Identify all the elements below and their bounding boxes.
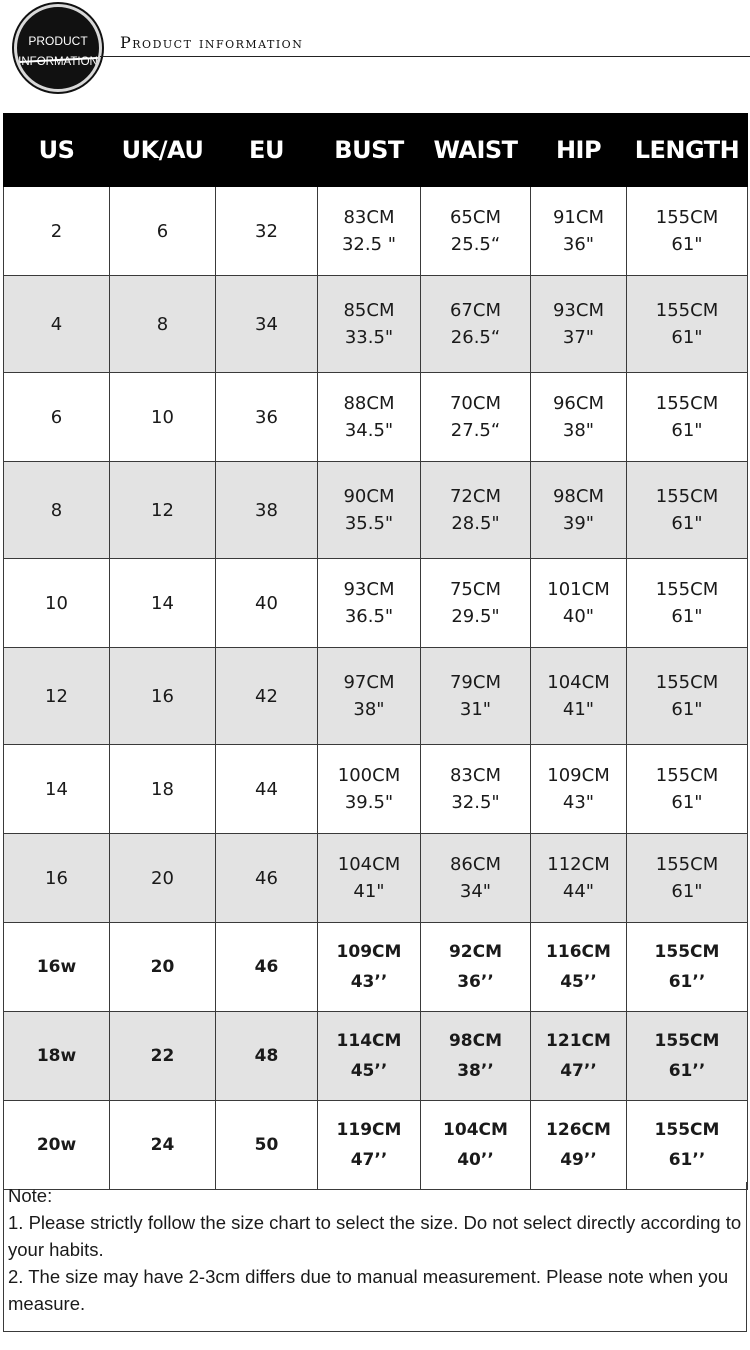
cell-waist: [421, 276, 531, 373]
cell-waist-line: 104CM: [443, 1120, 508, 1140]
cell-hip: [531, 745, 627, 834]
cell-length-line: 155CM: [654, 1120, 720, 1140]
cell-bust: [318, 923, 421, 1012]
cell-bust-line: 33.5": [344, 327, 394, 348]
cell-length-line: 155CM: [655, 765, 719, 786]
cell-hip-line: 39": [562, 513, 595, 534]
cell-waist-line: 72CM: [449, 486, 501, 507]
cell-bust: [318, 745, 421, 834]
cell-waist: [421, 834, 531, 923]
cell-length-line: 61": [671, 513, 703, 534]
header-divider: [100, 56, 750, 57]
cell-hip: [531, 276, 627, 373]
table-row: [4, 462, 748, 559]
cell-ukau: 16: [110, 648, 216, 745]
cell-ukau: 24: [110, 1101, 216, 1190]
cell-length-line: 155CM: [655, 486, 719, 507]
cell-length-line: 155CM: [654, 942, 720, 962]
column-header-length: LENGTH: [627, 114, 748, 187]
cell-waist-line: 92CM: [448, 942, 503, 962]
cell-waist-line: 32.5": [451, 792, 500, 813]
table-row: [4, 187, 748, 276]
cell-length: [627, 648, 748, 745]
cell-waist-line: 86CM: [449, 854, 501, 875]
table-row: [4, 834, 748, 923]
cell-waist-line: 83CM: [449, 765, 501, 786]
cell-length: [627, 187, 748, 276]
table-row: [4, 648, 748, 745]
page-title: Product information: [120, 33, 304, 52]
table-row: [4, 923, 748, 1012]
cell-hip: [531, 648, 627, 745]
cell-eu: 44: [216, 745, 318, 834]
cell-hip-line: 44": [562, 881, 595, 902]
cell-hip: [531, 834, 627, 923]
cell-waist-line: 98CM: [448, 1031, 503, 1051]
cell-bust-line: 85CM: [343, 300, 395, 321]
table-row: [4, 276, 748, 373]
cell-length-line: 61": [671, 234, 703, 255]
cell-length-line: 155CM: [655, 207, 719, 228]
cell-length-line: 155CM: [654, 1031, 720, 1051]
cell-waist: [421, 462, 531, 559]
cell-waist-line: 34": [459, 881, 492, 902]
cell-hip: [531, 559, 627, 648]
badge-line-1: PRODUCT: [28, 34, 88, 48]
cell-ukau: 6: [110, 187, 216, 276]
cell-hip-line: 96CM: [552, 393, 604, 414]
cell-hip-line: 41": [562, 699, 595, 720]
column-header-waist: WAIST: [421, 114, 531, 187]
cell-eu: 48: [216, 1012, 318, 1101]
cell-waist-line: 28.5": [451, 513, 500, 534]
cell-length: [627, 559, 748, 648]
cell-waist: [421, 1012, 531, 1101]
cell-length: [627, 1012, 748, 1101]
table-row: [4, 1012, 748, 1101]
cell-length-line: 61": [671, 606, 703, 627]
cell-waist-line: 40’’: [457, 1150, 494, 1170]
cell-bust-line: 90CM: [343, 486, 395, 507]
cell-length-line: 61’’: [668, 972, 706, 992]
cell-length: [627, 923, 748, 1012]
cell-waist-line: 29.5": [451, 606, 500, 627]
cell-bust: [318, 462, 421, 559]
cell-hip-line: 116CM: [546, 942, 611, 962]
cell-bust: [318, 276, 421, 373]
cell-eu: 38: [216, 462, 318, 559]
table-row: [4, 373, 748, 462]
cell-hip: [531, 1012, 627, 1101]
cell-eu: 32: [216, 187, 318, 276]
cell-length-line: 61": [671, 327, 703, 348]
cell-us: 8: [4, 462, 110, 559]
cell-hip-line: 47’’: [560, 1061, 597, 1081]
cell-length-line: 61’’: [668, 1061, 706, 1081]
note-item: 2. The size may have 2-3cm differs due to manual measurement. Please note when you measure.: [8, 1266, 729, 1314]
cell-eu: 42: [216, 648, 318, 745]
column-header-hip: HIP: [531, 114, 627, 187]
table-row: [4, 745, 748, 834]
cell-ukau: 22: [110, 1012, 216, 1101]
cell-bust-line: 104CM: [337, 854, 401, 875]
cell-hip: [531, 1101, 627, 1190]
cell-bust-line: 47’’: [350, 1150, 388, 1170]
size-note: [3, 1182, 747, 1332]
cell-length-line: 61": [671, 699, 703, 720]
cell-length: [627, 834, 748, 923]
cell-waist: [421, 648, 531, 745]
cell-length-line: 61": [671, 792, 703, 813]
cell-eu: 46: [216, 923, 318, 1012]
cell-length: [627, 462, 748, 559]
cell-hip-line: 43": [562, 792, 595, 813]
cell-hip-line: 112CM: [547, 854, 610, 875]
cell-eu: 36: [216, 373, 318, 462]
cell-hip: [531, 187, 627, 276]
cell-waist: [421, 559, 531, 648]
cell-eu: 40: [216, 559, 318, 648]
cell-ukau: 8: [110, 276, 216, 373]
cell-hip-line: 98CM: [552, 486, 604, 507]
column-header-us: US: [4, 114, 110, 187]
cell-length-line: 155CM: [655, 854, 719, 875]
cell-bust: [318, 1012, 421, 1101]
cell-waist: [421, 1101, 531, 1190]
cell-waist-line: 27.5“: [450, 420, 501, 441]
cell-length: [627, 1101, 748, 1190]
cell-ukau: 20: [110, 834, 216, 923]
cell-bust-line: 83CM: [343, 207, 395, 228]
cell-us: 4: [4, 276, 110, 373]
cell-bust-line: 43’’: [350, 972, 388, 992]
cell-length-line: 61": [671, 881, 703, 902]
cell-us: 16: [4, 834, 110, 923]
cell-hip-line: 109CM: [547, 765, 610, 786]
cell-hip: [531, 923, 627, 1012]
cell-waist: [421, 187, 531, 276]
cell-bust-line: 93CM: [343, 579, 395, 600]
cell-hip-line: 36": [562, 234, 595, 255]
cell-hip-line: 104CM: [547, 672, 610, 693]
cell-bust: [318, 373, 421, 462]
cell-ukau: 18: [110, 745, 216, 834]
cell-us: 16w: [4, 923, 110, 1012]
cell-waist-line: 70CM: [449, 393, 501, 414]
cell-length: [627, 276, 748, 373]
cell-length-line: 155CM: [655, 393, 719, 414]
cell-hip-line: 126CM: [546, 1120, 611, 1140]
cell-bust: [318, 187, 421, 276]
cell-bust-line: 100CM: [337, 765, 401, 786]
cell-waist: [421, 745, 531, 834]
cell-us: 12: [4, 648, 110, 745]
cell-waist-line: 75CM: [449, 579, 501, 600]
cell-hip-line: 101CM: [547, 579, 610, 600]
cell-eu: 50: [216, 1101, 318, 1190]
cell-hip: [531, 373, 627, 462]
cell-length: [627, 745, 748, 834]
cell-bust-line: 45’’: [350, 1061, 388, 1081]
cell-bust-line: 97CM: [343, 672, 395, 693]
cell-bust-line: 39.5": [344, 792, 394, 813]
cell-us: 14: [4, 745, 110, 834]
product-information-badge: [14, 4, 102, 92]
cell-bust-line: 119CM: [336, 1120, 402, 1140]
cell-us: 6: [4, 373, 110, 462]
cell-waist-line: 38’’: [457, 1061, 494, 1081]
cell-length-line: 61’’: [668, 1150, 706, 1170]
cell-bust-line: 114CM: [336, 1031, 402, 1051]
cell-bust-line: 36.5": [344, 606, 394, 627]
cell-us: 2: [4, 187, 110, 276]
column-header-eu: EU: [216, 114, 318, 187]
cell-waist-line: 79CM: [449, 672, 501, 693]
cell-bust-line: 35.5": [344, 513, 394, 534]
cell-hip-line: 45’’: [560, 972, 597, 992]
cell-waist-line: 31": [459, 699, 492, 720]
cell-us: 18w: [4, 1012, 110, 1101]
cell-bust-line: 34.5": [344, 420, 394, 441]
cell-waist-line: 25.5“: [450, 234, 501, 255]
column-header-ukau: UK/AU: [110, 114, 216, 187]
table-row: [4, 559, 748, 648]
cell-bust-line: 88CM: [343, 393, 395, 414]
cell-us: 20w: [4, 1101, 110, 1190]
cell-length-line: 155CM: [655, 300, 719, 321]
cell-hip-line: 37": [562, 327, 595, 348]
cell-hip-line: 121CM: [546, 1031, 611, 1051]
cell-bust: [318, 559, 421, 648]
cell-length-line: 155CM: [655, 579, 719, 600]
cell-hip-line: 38": [562, 420, 595, 441]
cell-hip-line: 91CM: [552, 207, 604, 228]
cell-bust: [318, 1101, 421, 1190]
cell-eu: 46: [216, 834, 318, 923]
cell-us: 10: [4, 559, 110, 648]
cell-hip-line: 40": [562, 606, 595, 627]
cell-hip-line: 49’’: [560, 1150, 597, 1170]
cell-bust-line: 32.5 ": [341, 234, 397, 255]
cell-bust: [318, 834, 421, 923]
cell-length: [627, 373, 748, 462]
column-header-bust: BUST: [318, 114, 421, 187]
cell-waist-line: 65CM: [449, 207, 501, 228]
badge-line-2: INFORMATION: [18, 56, 98, 68]
cell-ukau: 20: [110, 923, 216, 1012]
note-heading: Note:: [8, 1185, 53, 1206]
cell-hip: [531, 462, 627, 559]
cell-waist-line: 36’’: [457, 972, 494, 992]
cell-length-line: 61": [671, 420, 703, 441]
cell-eu: 34: [216, 276, 318, 373]
table-header-row: [4, 114, 748, 187]
cell-hip-line: 93CM: [552, 300, 604, 321]
cell-ukau: 10: [110, 373, 216, 462]
note-item: 1. Please strictly follow the size chart to select the size. Do not select directly according to your habits.: [8, 1212, 742, 1260]
cell-bust-line: 109CM: [336, 942, 402, 962]
cell-ukau: 14: [110, 559, 216, 648]
cell-bust-line: 38": [353, 699, 385, 720]
table-row: [4, 1101, 748, 1190]
size-chart-table: [3, 113, 748, 1190]
cell-bust: [318, 648, 421, 745]
cell-ukau: 12: [110, 462, 216, 559]
cell-waist-line: 26.5“: [450, 327, 501, 348]
cell-length-line: 155CM: [655, 672, 719, 693]
cell-waist-line: 67CM: [449, 300, 501, 321]
cell-waist: [421, 373, 531, 462]
cell-bust-line: 41": [353, 881, 385, 902]
cell-waist: [421, 923, 531, 1012]
